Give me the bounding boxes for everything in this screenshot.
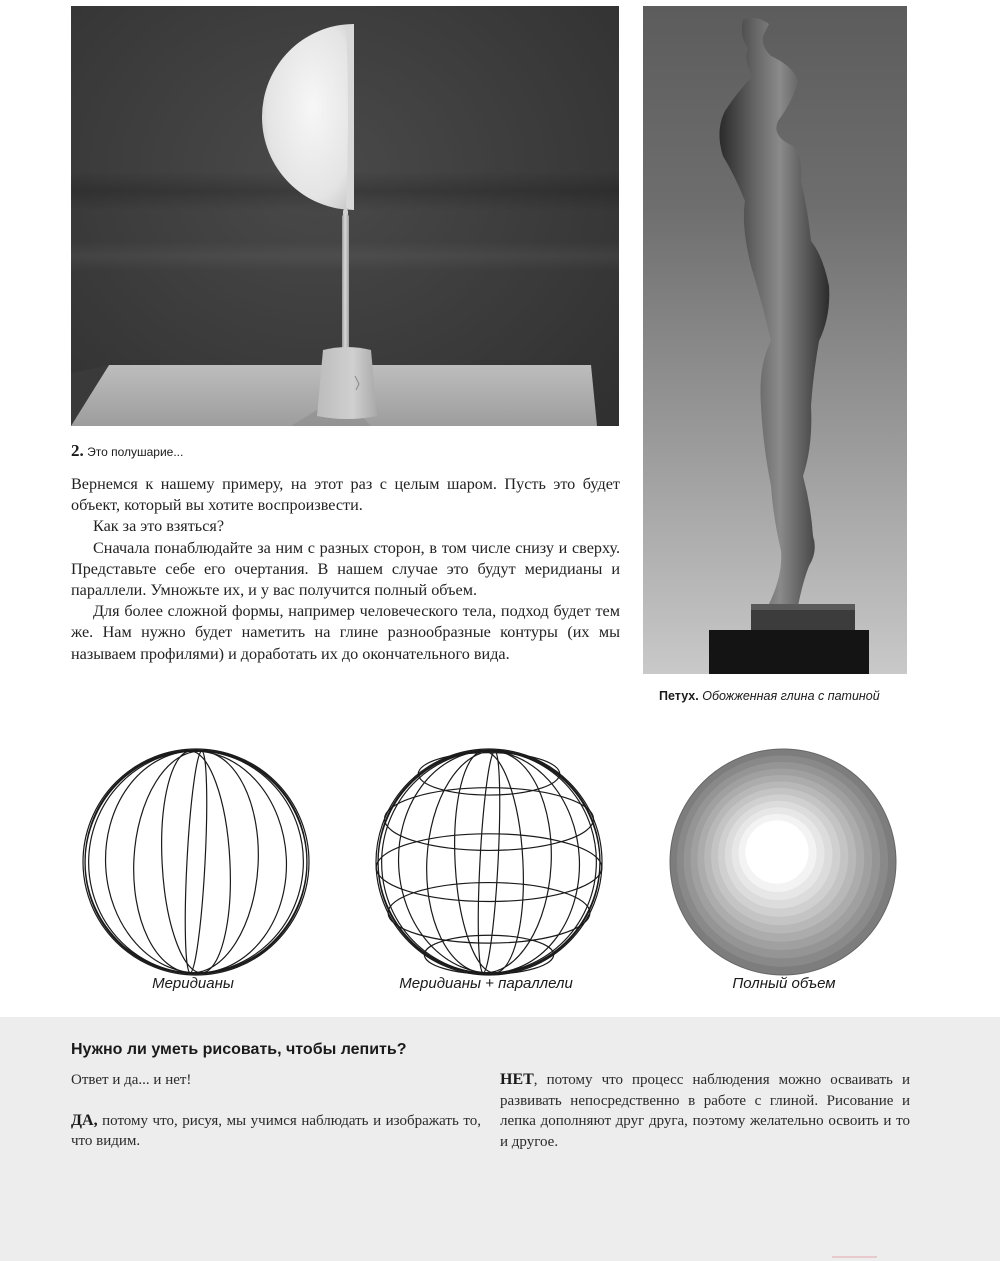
paragraph: Как за это взяться? <box>93 517 225 536</box>
meridian-line <box>449 749 528 974</box>
sculpture <box>643 6 907 674</box>
meridian-line <box>181 751 211 974</box>
body-text <box>71 474 620 665</box>
meridian-line <box>78 744 314 980</box>
meridians-diagram <box>78 744 314 980</box>
hemisphere-photo <box>71 6 619 426</box>
shading-ring <box>745 820 808 883</box>
info-box-title: Нужно ли уметь рисовать, чтобы лепить? <box>71 1041 407 1058</box>
paragraph: Сначала понаблюдайте за ним с разных сторон, в том числе снизу и сверху. Представьте себе его очертания. В нашем случае это будут меридианы и параллели. Умножьте их, и у вас получится полный объем. <box>71 538 620 600</box>
yes-text: потому что, рисуя, мы учимся наблюдать и изображать то, что видим. <box>71 1112 481 1149</box>
meridian-line <box>78 744 314 980</box>
paragraph: Для более сложной формы, например человеческого тела, подход будет тем же. Нам нужно будет наметить на глине разнообразные контуры (их мы называем профилями) и доработать их до окончательного вида. <box>71 602 620 663</box>
meridian-line <box>474 751 504 974</box>
stand-rod <box>342 214 349 354</box>
info-box-right-column <box>500 1070 910 1152</box>
meridian-line <box>371 744 607 980</box>
meridian-line <box>156 749 235 974</box>
full-volume-diagram <box>665 744 901 980</box>
meridian-line <box>100 746 292 977</box>
meridians-parallels-diagram <box>371 744 607 980</box>
parallel-line <box>388 883 590 944</box>
sculpture-title: Петух. <box>659 689 699 703</box>
yes-label: ДА, <box>71 1111 98 1129</box>
diagram-label: Меридианы + параллели <box>399 975 573 992</box>
paragraph: Вернемся к нашему примеру, на этот раз с целым шаром. Пусть это будет объект, который вы хотите воспроизвести. <box>71 475 620 515</box>
info-no-paragraph <box>500 1070 910 1152</box>
sculpture-photo <box>643 6 907 674</box>
info-yes-paragraph <box>71 1111 481 1152</box>
sculpture-caption <box>659 689 880 703</box>
meridian-line <box>128 748 264 976</box>
parallel-line <box>384 788 593 851</box>
info-box-left-column <box>71 1070 481 1152</box>
diagram-label: Меридианы <box>152 975 234 992</box>
figure-caption <box>71 441 183 461</box>
figure-number: 2. <box>71 441 84 460</box>
no-label: НЕТ <box>500 1071 534 1088</box>
figure-caption-text: Это полушарие... <box>87 445 184 459</box>
clay-base <box>315 346 379 420</box>
parallel-line <box>418 753 559 795</box>
meridian-line <box>371 744 607 980</box>
diagram-label: Полный объем <box>732 975 836 992</box>
info-intro: Ответ и да... и нет! <box>71 1072 192 1088</box>
no-text: , потому что процесс наблюдения можно осваивать и развивать непосредственно в работе с глиной. Рисование и лепка дополняют друг друга, поэтому желательно освоить и то и другое. <box>500 1072 910 1150</box>
sculpture-description: Обожженная глина с патиной <box>702 689 880 703</box>
page-mark <box>832 1256 877 1258</box>
parallel-line <box>376 834 602 902</box>
hemisphere <box>262 24 354 210</box>
